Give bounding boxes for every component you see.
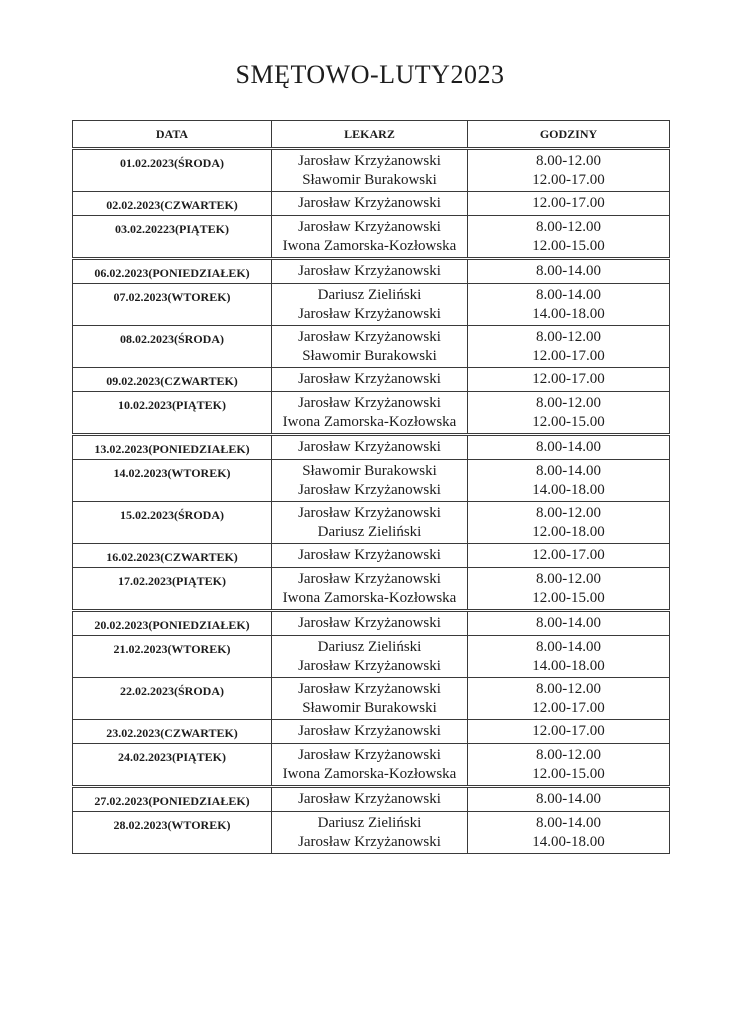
date-cell: 03.02.20223(PIĄTEK) [73,216,272,259]
doctor-cell [272,502,468,544]
doctor-name: Jarosław Krzyżanowski [298,747,441,763]
hours-cell [468,216,670,259]
date-cell: 22.02.2023(ŚRODA) [73,678,272,720]
hours-range: 12.00-15.00 [532,238,605,254]
header-hours: GODZINY [468,121,670,149]
hours-cell [468,460,670,502]
date-cell: 01.02.2023(ŚRODA) [73,149,272,192]
doctor-name: Jarosław Krzyżanowski [298,195,441,211]
table-row [73,259,670,284]
table-row [73,678,670,720]
table-row [73,568,670,611]
doctor-cell [272,568,468,611]
doctor-name: Dariusz Zieliński [317,524,422,540]
date-cell: 10.02.2023(PIĄTEK) [73,392,272,435]
hours-range: 14.00-18.00 [532,658,605,674]
date-cell: 28.02.2023(WTOREK) [73,812,272,854]
date-cell: 24.02.2023(PIĄTEK) [73,744,272,787]
hours-range: 14.00-18.00 [532,306,605,322]
doctor-name: Sławomir Burakowski [302,700,437,716]
doctor-cell [272,744,468,787]
hours-cell [468,544,670,568]
table-row [73,812,670,854]
hours-cell [468,812,670,854]
hours-cell [468,502,670,544]
table-header-row [73,121,670,149]
date-cell: 16.02.2023(CZWARTEK) [73,544,272,568]
hours-range: 8.00-14.00 [536,287,601,303]
doctor-name: Iwona Zamorska-Kozłowska [282,238,457,254]
hours-range: 12.00-15.00 [532,590,605,606]
doctor-name: Dariusz Zieliński [317,287,422,303]
date-cell: 15.02.2023(ŚRODA) [73,502,272,544]
date-cell: 08.02.2023(ŚRODA) [73,326,272,368]
doctor-cell [272,611,468,636]
table-row [73,392,670,435]
schedule-table [72,120,670,854]
date-cell: 06.02.2023(PONIEDZIAŁEK) [73,259,272,284]
table-row [73,368,670,392]
hours-range: 8.00-12.00 [536,505,601,521]
table-row [73,149,670,192]
table-row [73,326,670,368]
hours-cell [468,787,670,812]
hours-range: 12.00-17.00 [532,547,605,563]
hours-range: 8.00-12.00 [536,153,601,169]
hours-cell [468,259,670,284]
doctor-name: Iwona Zamorska-Kozłowska [282,766,457,782]
page-title: SMĘTOWO-LUTY2023 [235,60,505,89]
hours-range: 12.00-17.00 [532,172,605,188]
hours-range: 8.00-12.00 [536,681,601,697]
doctor-cell [272,787,468,812]
hours-range: 12.00-17.00 [532,723,605,739]
doctor-name: Sławomir Burakowski [302,172,437,188]
hours-cell [468,720,670,744]
table-row [73,720,670,744]
doctor-name: Jarosław Krzyżanowski [298,547,441,563]
hours-cell [468,392,670,435]
doctor-cell [272,149,468,192]
doctor-cell [272,544,468,568]
date-cell: 13.02.2023(PONIEDZIAŁEK) [73,435,272,460]
hours-range: 8.00-12.00 [536,747,601,763]
doctor-cell [272,720,468,744]
table-row [73,284,670,326]
doctor-cell [272,284,468,326]
hours-cell [468,678,670,720]
hours-cell [468,435,670,460]
date-cell: 02.02.2023(CZWARTEK) [73,192,272,216]
doctor-cell [272,636,468,678]
doctor-name: Jarosław Krzyżanowski [298,571,441,587]
header-doctor: LEKARZ [272,121,468,149]
doctor-name: Sławomir Burakowski [302,463,437,479]
doctor-name: Iwona Zamorska-Kozłowska [282,590,457,606]
doctor-cell [272,678,468,720]
doctor-cell [272,259,468,284]
doctor-cell [272,435,468,460]
hours-range: 12.00-17.00 [532,700,605,716]
hours-cell [468,192,670,216]
hours-range: 12.00-17.00 [532,371,605,387]
doctor-name: Jarosław Krzyżanowski [298,263,441,279]
date-cell: 21.02.2023(WTOREK) [73,636,272,678]
table-row [73,435,670,460]
hours-cell [468,149,670,192]
date-cell: 07.02.2023(WTOREK) [73,284,272,326]
hours-range: 8.00-14.00 [536,263,601,279]
date-cell: 17.02.2023(PIĄTEK) [73,568,272,611]
hours-range: 12.00-18.00 [532,524,605,540]
date-cell: 09.02.2023(CZWARTEK) [73,368,272,392]
doctor-cell [272,368,468,392]
doctor-name: Dariusz Zieliński [317,815,422,831]
doctor-name: Jarosław Krzyżanowski [298,153,441,169]
doctor-name: Jarosław Krzyżanowski [298,615,441,631]
date-cell: 14.02.2023(WTOREK) [73,460,272,502]
doctor-name: Jarosław Krzyżanowski [298,482,441,498]
doctor-cell [272,216,468,259]
hours-range: 14.00-18.00 [532,834,605,850]
doctor-cell [272,812,468,854]
table-row [73,192,670,216]
hours-range: 8.00-12.00 [536,395,601,411]
table-row [73,611,670,636]
hours-cell [468,284,670,326]
hours-range: 8.00-14.00 [536,815,601,831]
hours-range: 8.00-12.00 [536,329,601,345]
hours-range: 14.00-18.00 [532,482,605,498]
date-cell: 23.02.2023(CZWARTEK) [73,720,272,744]
doctor-name: Jarosław Krzyżanowski [298,395,441,411]
hours-range: 8.00-14.00 [536,439,601,455]
schedule-body [73,149,670,854]
hours-range: 8.00-14.00 [536,639,601,655]
doctor-name: Sławomir Burakowski [302,348,437,364]
date-cell: 20.02.2023(PONIEDZIAŁEK) [73,611,272,636]
hours-range: 12.00-15.00 [532,766,605,782]
hours-range: 12.00-17.00 [532,195,605,211]
table-row [73,216,670,259]
hours-range: 8.00-14.00 [536,615,601,631]
doctor-name: Jarosław Krzyżanowski [298,723,441,739]
doctor-name: Jarosław Krzyżanowski [298,681,441,697]
doctor-name: Jarosław Krzyżanowski [298,329,441,345]
doctor-name: Jarosław Krzyżanowski [298,658,441,674]
table-row [73,544,670,568]
hours-cell [468,368,670,392]
doctor-name: Jarosław Krzyżanowski [298,306,441,322]
doctor-name: Jarosław Krzyżanowski [298,791,441,807]
table-row [73,744,670,787]
hours-range: 12.00-17.00 [532,348,605,364]
doctor-cell [272,192,468,216]
table-row [73,787,670,812]
hours-range: 8.00-14.00 [536,463,601,479]
doctor-cell [272,460,468,502]
doctor-name: Jarosław Krzyżanowski [298,219,441,235]
hours-cell [468,744,670,787]
hours-cell [468,326,670,368]
doctor-cell [272,392,468,435]
hours-range: 8.00-14.00 [536,791,601,807]
doctor-name: Jarosław Krzyżanowski [298,439,441,455]
table-row [73,502,670,544]
hours-range: 8.00-12.00 [536,219,601,235]
table-row [73,460,670,502]
doctor-name: Dariusz Zieliński [317,639,422,655]
header-date: DATA [73,121,272,149]
date-cell: 27.02.2023(PONIEDZIAŁEK) [73,787,272,812]
doctor-name: Iwona Zamorska-Kozłowska [282,414,457,430]
hours-cell [468,636,670,678]
hours-cell [468,568,670,611]
hours-range: 8.00-12.00 [536,571,601,587]
doctor-cell [272,326,468,368]
doctor-name: Jarosław Krzyżanowski [298,371,441,387]
doctor-name: Jarosław Krzyżanowski [298,834,441,850]
doctor-name: Jarosław Krzyżanowski [298,505,441,521]
hours-range: 12.00-15.00 [532,414,605,430]
table-row [73,636,670,678]
hours-cell [468,611,670,636]
